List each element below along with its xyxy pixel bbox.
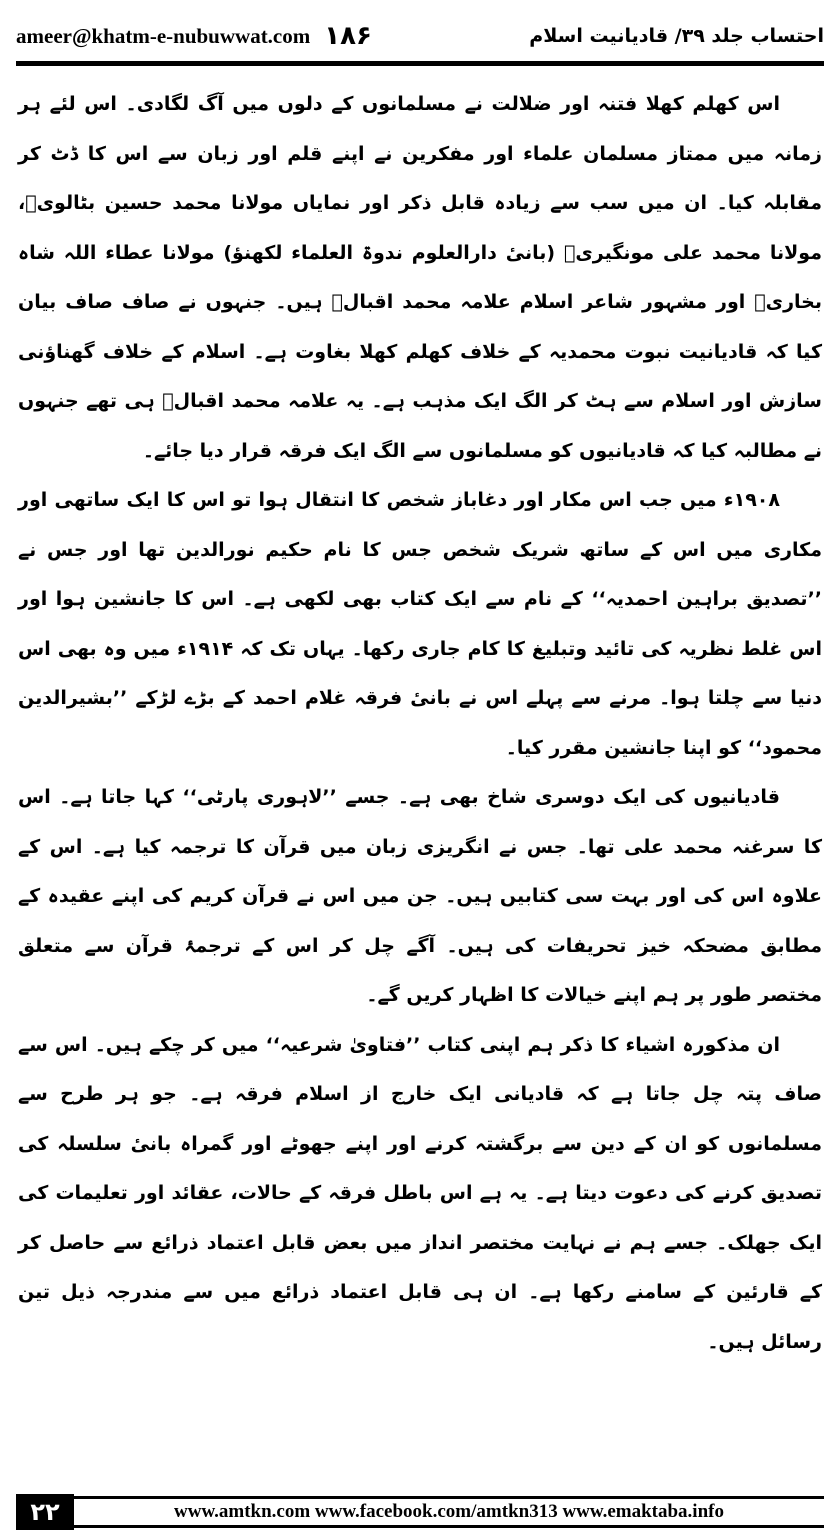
- body-text: [18, 80, 822, 1367]
- footer-rule-bottom: [74, 1525, 824, 1528]
- header-email: ameer@khatm-e-nubuwwat.com: [16, 23, 311, 48]
- paragraph-1: اس کھلم کھلا فتنہ اور ضلالت نے مسلمانوں کے دلوں میں آگ لگادی۔ اس لئے ہر زمانہ میں ممتاز مسلمان علماء اور مفکرین نے اپنے قلم اور زبان سے اس کا ڈٹ کر مقابلہ کیا۔ ان میں سب سے زیادہ قابل ذکر اور نمایاں مولانا محمد حسین بٹالویؒ، مولانا محمد علی مونگیریؒ (بانیٔ دارالعلوم ندوۃ العلماء لکھنؤ) مولانا عطاء اللہ شاہ بخاریؒ اور مشہور شاعر اسلام علامہ محمد اقبالؒ ہیں۔ جنہوں نے صاف صاف بیان کیا کہ قادیانیت نبوت محمدیہ کے خلاف کھلم کھلا بغاوت ہے۔ اسلام کے خلاف گھناؤنی سازش اور اسلام سے ہٹ کر الگ ایک مذہب ہے۔ یہ علامہ محمد اقبالؒ ہی تھے جنہوں نے مطالبہ کیا کہ قادیانیوں کو مسلمانوں سے الگ ایک فرقہ قرار دیا جائے۔: [18, 93, 822, 462]
- header-rule: [16, 61, 824, 66]
- page-footer: [16, 1494, 824, 1530]
- paragraph-2: ۱۹۰۸ء میں جب اس مکار اور دغاباز شخص کا انتقال ہوا تو اس کا ایک ساتھی اور مکاری میں اس کے ساتھ شریک شخص جس کا نام حکیم نورالدین تھا اور جس نے ’’تصدیق براہین احمدیہ‘‘ کے نام سے ایک کتاب بھی لکھی ہے۔ اس کا جانشین ہوا اور اس غلط نظریہ کی تائید وتبلیغ کا کام جاری رکھا۔ یہاں تک کہ ۱۹۱۴ء میں وہ بھی اس دنیا سے چلتا ہوا۔ مرنے سے پہلے اس نے بانیٔ فرقہ غلام احمد کے بڑے لڑکے ’’بشیرالدین محمود‘‘ کو اپنا جانشین مقرر کیا۔: [18, 489, 822, 759]
- paragraph-3: قادیانیوں کی ایک دوسری شاخ بھی ہے۔ جسے ’’لاہوری پارٹی‘‘ کہا جاتا ہے۔ اس کا سرغنہ محمد علی تھا۔ جس نے انگریزی زبان میں قرآن کا ترجمہ کیا ہے۔ اس کے علاوہ اس کی اور بہت سی کتابیں ہیں۔ جن میں اس نے قرآن کریم کی اپنے عقیدہ کے مطابق مضحکہ خیز تحریفات کی ہیں۔ آگے چل کر اس کے ترجمۂ قرآن سے متعلق مختصر طور پر ہم اپنے خیالات کا اظہار کریں گے۔: [18, 786, 822, 1006]
- footer-rule-top: [74, 1496, 824, 1499]
- footer-links: www.amtkn.com www.facebook.com/amtkn313 www.emaktaba.info: [174, 1501, 724, 1522]
- footer-rule: [74, 1494, 824, 1530]
- paragraph-4: ان مذکورہ اشیاء کا ذکر ہم اپنی کتاب ’’فتاویٰ شرعیہ‘‘ میں کر چکے ہیں۔ اس سے صاف پتہ چل جاتا ہے کہ قادیانی ایک خارج از اسلام فرقہ ہے۔ جو ہر طرح سے مسلمانوں کو ان کے دین سے برگشتہ کرنے اور اپنے جھوٹے اور گمراہ بانیٔ سلسلہ کی تصدیق کرنے کی دعوت دیتا ہے۔ یہ ہے اس باطل فرقہ کے حالات، عقائد اور تعلیمات کی ایک جھلک۔ جسے ہم نے نہایت مختصر انداز میں بعض قابل اعتماد ذرائع سے حاصل کر کے قارئین کے سامنے رکھا ہے۔ ان ہی قابل اعتماد ذرائع میں سے مندرجہ ذیل تین رسائل ہیں۔: [18, 1033, 822, 1353]
- page-header: [16, 14, 824, 58]
- page-number: ۱۸۶: [324, 21, 372, 51]
- book-title: احتساب جلد ۳۹/ قادیانیت اسلام: [529, 25, 824, 47]
- header-left: [16, 21, 372, 51]
- footer-number: ۲۲: [16, 1494, 74, 1530]
